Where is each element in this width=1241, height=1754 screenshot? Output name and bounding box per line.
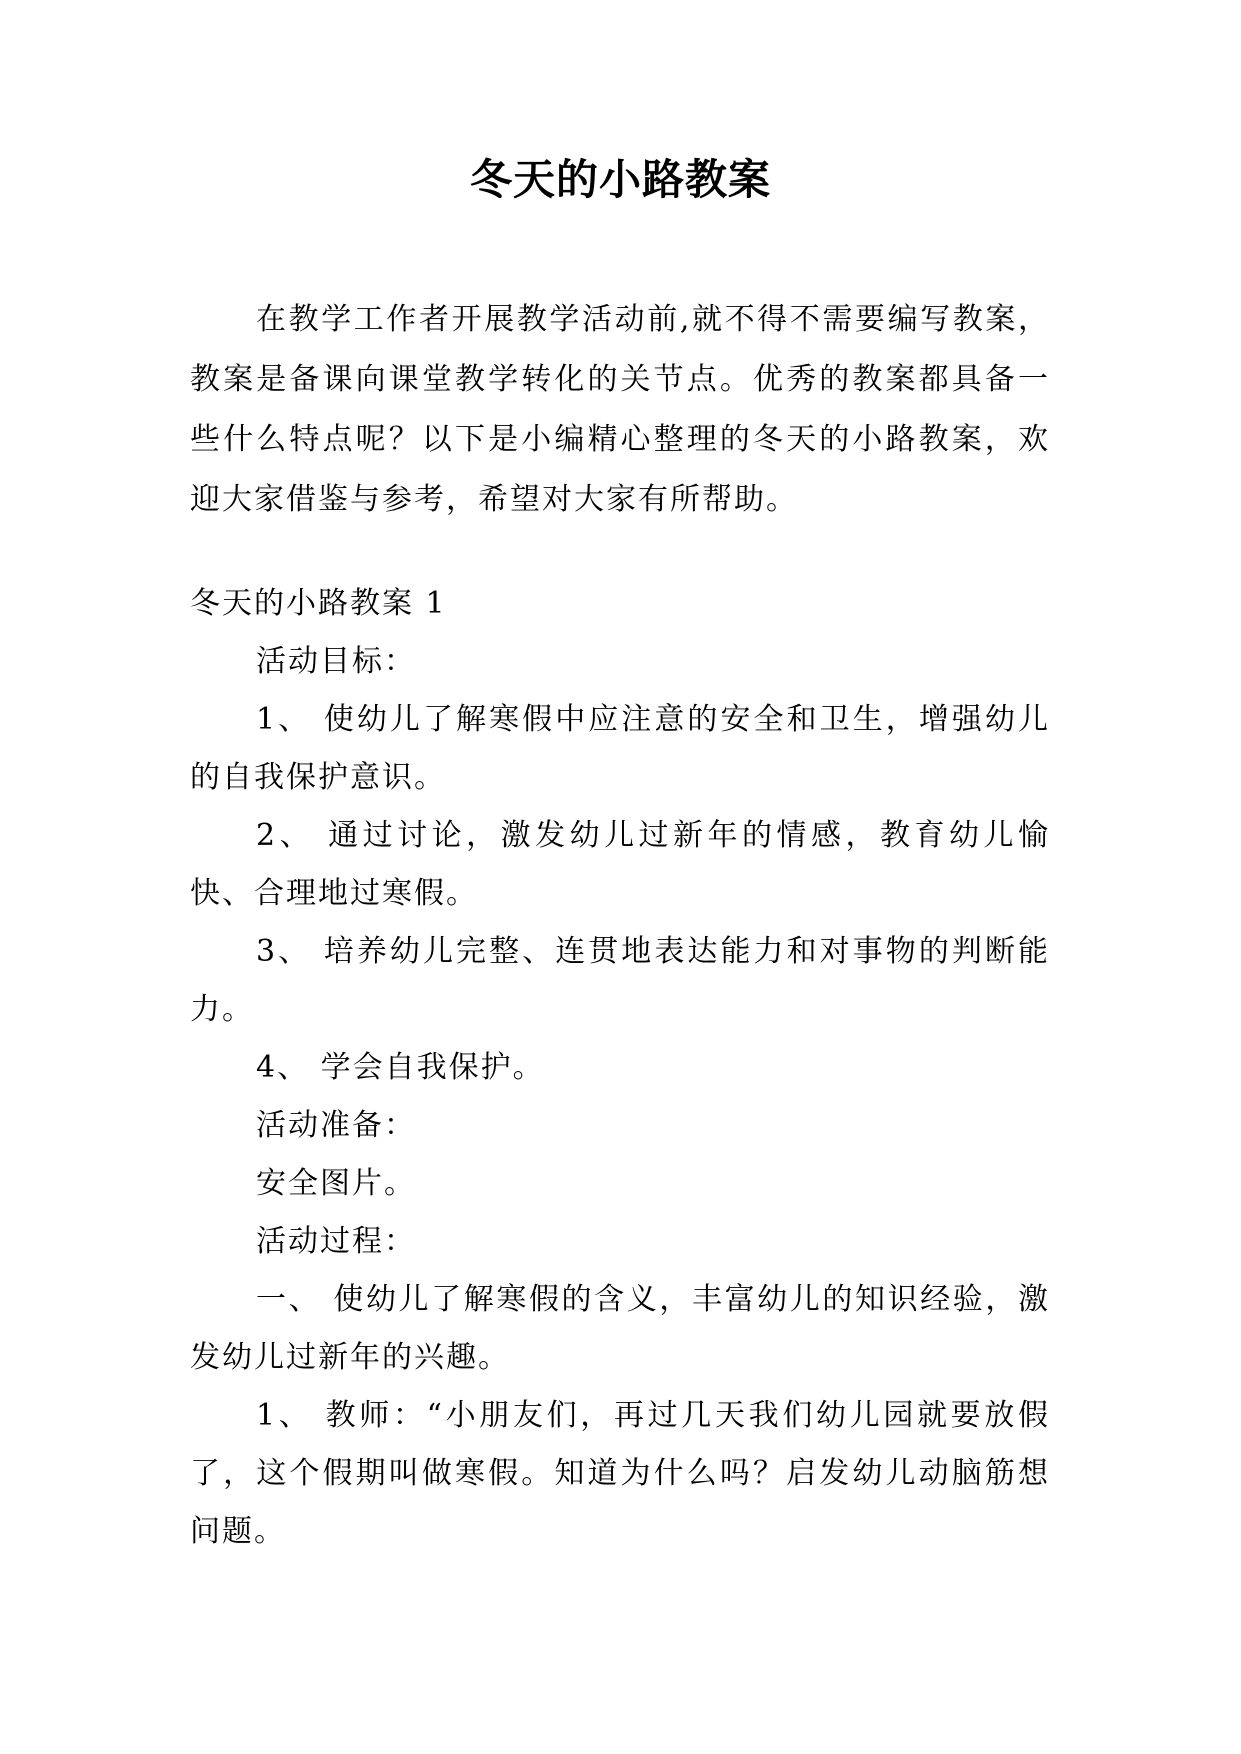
paragraph: 3、 培养幼儿完整、连贯地表达能力和对事物的判断能力。	[190, 934, 1050, 1027]
intro-paragraph: 在教学工作者开展教学活动前,就不得不需要编写教案，教案是备课向课堂教学转化的关节点。优秀的教案都具备一些什么特点呢？以下是小编精心整理的冬天的小路教案，欢迎大家借鉴与参考，希望对大家有所帮助。	[190, 302, 1050, 517]
paragraph: 活动准备：	[256, 1108, 416, 1143]
section-title: 冬天的小路教案 1	[190, 586, 447, 621]
paragraph: 活动目标：	[256, 644, 416, 679]
paragraph: 安全图片。	[256, 1166, 416, 1201]
paragraph: 2、 通过讨论，激发幼儿过新年的情感，教育幼儿愉快、合理地过寒假。	[190, 818, 1050, 911]
paragraph: 1、 教师：“小朋友们，再过几天我们幼儿园就要放假了，这个假期叫做寒假。知道为什么吗？启发幼儿动脑筋想问题。	[190, 1398, 1050, 1549]
document-body	[190, 575, 1050, 1561]
paragraph: 一、 使幼儿了解寒假的含义，丰富幼儿的知识经验，激发幼儿过新年的兴趣。	[190, 1282, 1050, 1375]
paragraph: 4、 学会自我保护。	[256, 1050, 545, 1085]
paragraph: 1、 使幼儿了解寒假中应注意的安全和卫生，增强幼儿的自我保护意识。	[190, 702, 1050, 795]
paragraph: 活动过程：	[256, 1224, 416, 1259]
document-title: 冬天的小路教案	[469, 155, 771, 204]
